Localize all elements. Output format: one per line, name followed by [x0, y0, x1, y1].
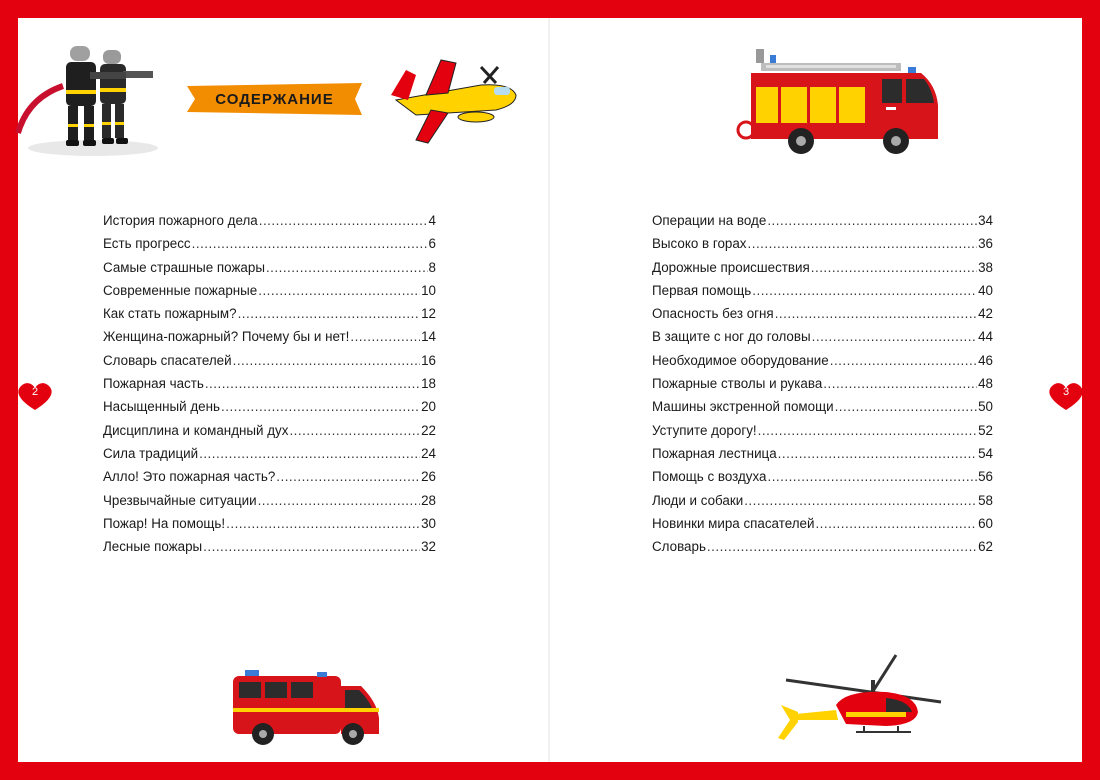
toc-leader-dots — [748, 236, 978, 251]
toc-entry-page: 26 — [421, 469, 436, 485]
toc-entry-page: 18 — [421, 376, 436, 392]
toc-entry[interactable] — [652, 423, 993, 446]
toc-entry-title: Женщина-пожарный? Почему бы и нет! — [103, 329, 350, 345]
toc-entry-title: Дисциплина и командный дух — [103, 422, 289, 438]
toc-leader-dots — [276, 469, 420, 484]
toc-entry[interactable] — [652, 260, 993, 283]
book-gutter — [548, 18, 550, 762]
toc-entry[interactable] — [103, 260, 436, 283]
toc-entry-page: 16 — [421, 352, 436, 368]
toc-entry-page: 32 — [421, 539, 436, 555]
toc-entry-title: В защите с ног до головы — [652, 329, 811, 345]
toc-entry-title: Словарь спасателей — [103, 352, 232, 368]
page-number-left — [15, 380, 55, 412]
toc-entry-page: 50 — [978, 399, 993, 415]
toc-leader-dots — [830, 353, 977, 368]
toc-entry[interactable] — [652, 213, 993, 236]
toc-entry-title: Высоко в горах — [652, 236, 747, 252]
toc-entry-page: 8 — [428, 259, 436, 275]
toc-entry-title: Чрезвычайные ситуации — [103, 492, 257, 508]
toc-leader-dots — [778, 446, 977, 461]
toc-entry-page: 34 — [978, 213, 993, 228]
toc-leader-dots — [266, 260, 428, 275]
toc-entry-page: 28 — [421, 492, 436, 508]
toc-entry-page: 22 — [421, 422, 436, 438]
page-number-left-label: 2 — [31, 386, 39, 398]
toc-entry-title: Уступите дорогу! — [652, 422, 757, 438]
toc-leader-dots — [775, 306, 977, 321]
fire-ambulance-van-illustration — [225, 668, 385, 748]
toc-leader-dots — [226, 516, 420, 531]
toc-entry[interactable] — [103, 236, 436, 259]
toc-leader-dots — [815, 516, 977, 531]
toc-entry-page: 52 — [978, 422, 993, 438]
toc-leader-dots — [233, 353, 420, 368]
toc-entry[interactable] — [652, 353, 993, 376]
toc-entry[interactable] — [103, 283, 436, 306]
toc-entry-title: Современные пожарные — [103, 282, 258, 298]
toc-entry[interactable] — [103, 493, 436, 516]
toc-leader-dots — [707, 539, 977, 554]
toc-entry-page: 40 — [978, 282, 993, 298]
toc-entry-page: 42 — [978, 306, 993, 322]
toc-entry-page: 60 — [978, 515, 993, 531]
toc-leader-dots — [823, 376, 977, 391]
page-number-right-label: 3 — [1062, 386, 1070, 398]
toc-left — [103, 213, 436, 562]
toc-entry-page: 48 — [978, 376, 993, 392]
toc-leader-dots — [835, 399, 978, 414]
toc-entry-title: Люди и собаки — [652, 492, 744, 508]
toc-entry[interactable] — [652, 493, 993, 516]
toc-entry-title: Пожарная часть — [103, 376, 204, 392]
toc-leader-dots — [767, 213, 977, 228]
toc-entry-title: Новинки мира спасателей — [652, 515, 815, 531]
toc-leader-dots — [221, 399, 420, 414]
toc-entry-page: 56 — [978, 469, 993, 485]
toc-entry-page: 44 — [978, 329, 993, 345]
toc-entry-title: История пожарного дела — [103, 213, 258, 228]
toc-entry-title: Операции на воде — [652, 213, 767, 228]
rescue-helicopter-illustration — [776, 650, 946, 750]
toc-entry[interactable] — [103, 306, 436, 329]
toc-entry-title: Помощь с воздуха — [652, 469, 767, 485]
toc-entry[interactable] — [652, 329, 993, 352]
toc-entry[interactable] — [103, 329, 436, 352]
toc-entry-title: Алло! Это пожарная часть? — [103, 469, 276, 485]
toc-entry[interactable] — [103, 516, 436, 539]
toc-right — [652, 213, 993, 562]
toc-entry-page: 10 — [421, 282, 436, 298]
toc-leader-dots — [767, 469, 977, 484]
toc-entry[interactable] — [103, 376, 436, 399]
toc-entry[interactable] — [103, 399, 436, 422]
toc-leader-dots — [192, 236, 428, 251]
toc-entry-page: 6 — [428, 236, 436, 252]
toc-leader-dots — [258, 493, 421, 508]
toc-entry-page: 62 — [978, 539, 993, 555]
toc-entry[interactable] — [103, 446, 436, 469]
toc-entry-title: Пожарная лестница — [652, 445, 777, 461]
toc-entry-page: 24 — [421, 445, 436, 461]
toc-entry-page: 38 — [978, 259, 993, 275]
fire-truck-illustration — [736, 45, 946, 160]
toc-entry-title: Машины экстренной помощи — [652, 399, 834, 415]
toc-entry-title: Необходимое оборудование — [652, 352, 829, 368]
toc-leader-dots — [758, 423, 977, 438]
toc-entry-title: Лесные пожары — [103, 539, 203, 555]
toc-entry-title: Первая помощь — [652, 282, 752, 298]
toc-entry-title: Как стать пожарным? — [103, 306, 237, 322]
toc-entry[interactable] — [103, 353, 436, 376]
toc-leader-dots — [238, 306, 421, 321]
page-number-right — [1046, 380, 1086, 412]
toc-entry[interactable] — [652, 376, 993, 399]
toc-entry[interactable] — [652, 283, 993, 306]
toc-entry-title: Насыщенный день — [103, 399, 220, 415]
toc-entry-title: Пожар! На помощь! — [103, 515, 226, 531]
toc-entry-title: Пожарные стволы и рукава — [652, 376, 823, 392]
toc-entry[interactable] — [652, 446, 993, 469]
toc-entry-title: Сила традиций — [103, 445, 199, 461]
water-bomber-plane-illustration — [386, 55, 526, 155]
toc-leader-dots — [752, 283, 977, 298]
toc-entry[interactable] — [652, 399, 993, 422]
toc-entry-title: Опасность без огня — [652, 306, 774, 322]
toc-entry-title: Самые страшные пожары — [103, 259, 265, 275]
firefighters-illustration — [18, 38, 158, 158]
toc-entry[interactable] — [103, 539, 436, 562]
toc-leader-dots — [289, 423, 420, 438]
toc-entry-title: Словарь — [652, 539, 706, 555]
contents-title: СОДЕРЖАНИЕ — [215, 90, 334, 108]
toc-leader-dots — [205, 376, 420, 391]
toc-leader-dots — [203, 539, 420, 554]
toc-entry-page: 12 — [421, 306, 436, 322]
toc-entry[interactable] — [103, 469, 436, 492]
toc-entry-page: 58 — [978, 492, 993, 508]
toc-entry[interactable] — [652, 469, 993, 492]
toc-entry[interactable] — [652, 539, 993, 562]
toc-leader-dots — [258, 283, 420, 298]
toc-leader-dots — [350, 329, 420, 344]
toc-entry-page: 14 — [421, 329, 436, 345]
toc-leader-dots — [744, 493, 977, 508]
toc-leader-dots — [812, 329, 977, 344]
toc-entry-page: 54 — [978, 445, 993, 461]
toc-entry-page: 30 — [421, 515, 436, 531]
toc-entry-page: 36 — [978, 236, 993, 252]
toc-leader-dots — [259, 213, 428, 228]
toc-entry-page: 46 — [978, 352, 993, 368]
toc-leader-dots — [811, 260, 977, 275]
toc-entry[interactable] — [652, 236, 993, 259]
toc-entry-title: Есть прогресс — [103, 236, 191, 252]
toc-leader-dots — [199, 446, 420, 461]
toc-entry[interactable] — [652, 516, 993, 539]
toc-entry[interactable] — [103, 213, 436, 236]
toc-entry-page: 20 — [421, 399, 436, 415]
toc-entry-page: 4 — [428, 213, 436, 228]
toc-entry-title: Дорожные происшествия — [652, 259, 810, 275]
toc-entry[interactable] — [652, 306, 993, 329]
toc-entry[interactable] — [103, 423, 436, 446]
